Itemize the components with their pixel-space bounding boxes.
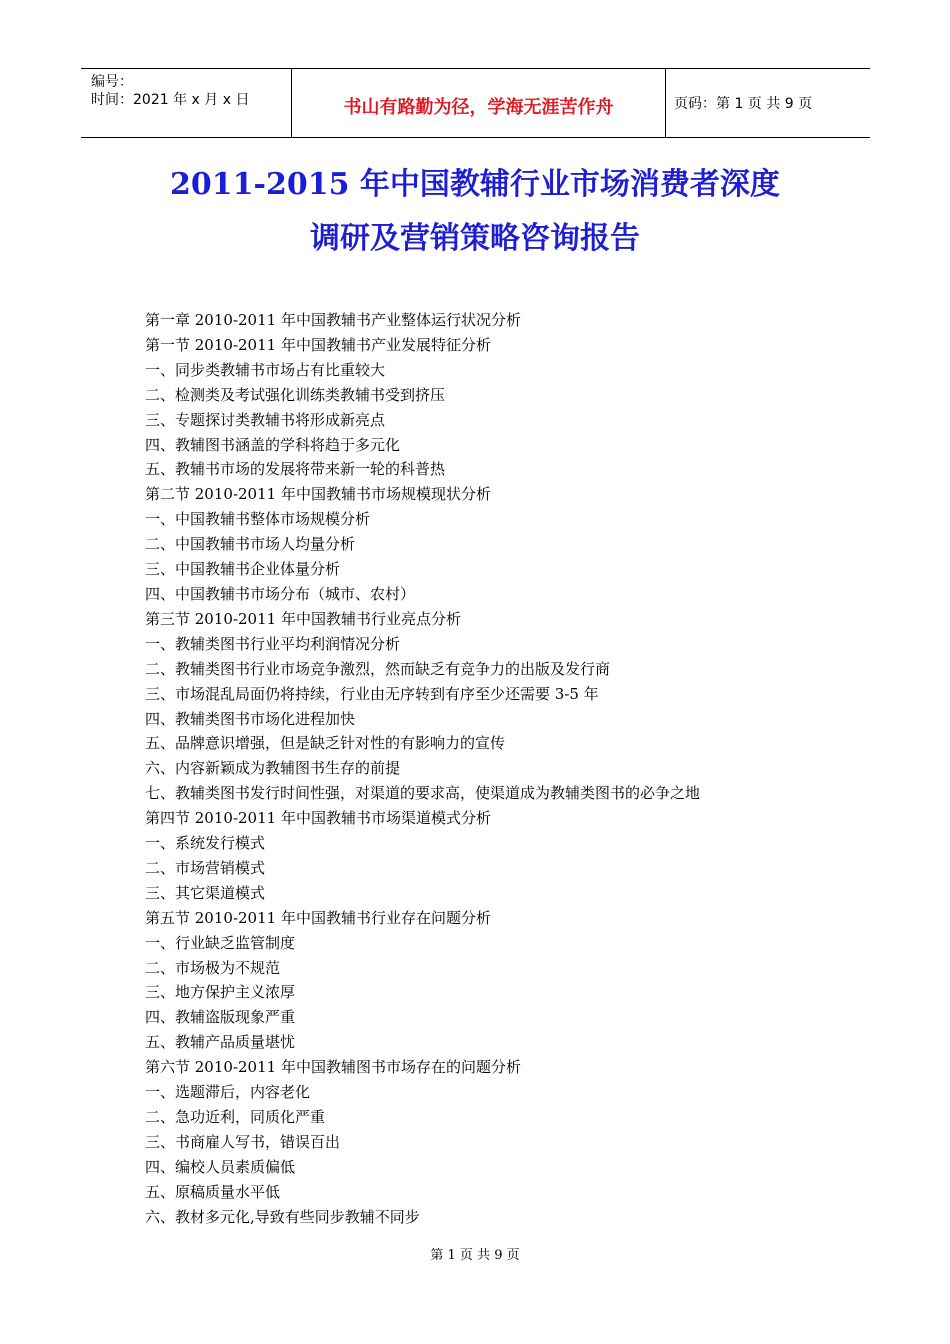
toc-item: 五、原稿质量水平低 <box>145 1182 281 1201</box>
toc-item: 六、教材多元化,导致有些同步教辅不同步 <box>145 1207 420 1226</box>
toc-item: 一、系统发行模式 <box>145 834 266 853</box>
toc-item: 四、教辅类图书市场化进程加快 <box>145 709 356 728</box>
toc-item: 第三节 2010-2011 年中国教辅书行业亮点分析 <box>145 609 461 628</box>
toc-item: 三、地方保护主义浓厚 <box>145 983 296 1002</box>
toc-item: 五、品牌意识增强，但是缺乏针对性的有影响力的宣传 <box>145 734 506 753</box>
toc-item: 一、行业缺乏监管制度 <box>145 933 296 952</box>
toc-item: 第六节 2010-2011 年中国教辅图书市场存在的问题分析 <box>145 1058 521 1077</box>
number-label: 编号： <box>91 74 133 90</box>
toc-item: 三、其它渠道模式 <box>145 883 266 902</box>
document-title-line-2: 调研及营销策略咨询报告 <box>310 221 640 256</box>
toc-item: 第一节 2010-2011 年中国教辅书产业发展特征分析 <box>145 335 491 354</box>
toc-item: 三、专题探讨类教辅书将形成新亮点 <box>145 410 386 429</box>
date-label: 时间：2021 年 x 月 x 日 <box>91 92 250 108</box>
header-page-info: 页码：第 1 页 共 9 页 <box>674 96 813 112</box>
toc-item: 五、教辅书市场的发展将带来新一轮的科普热 <box>145 460 446 479</box>
toc-item: 三、市场混乱局面仍将持续，行业由无序转到有序至少还需要 3-5 年 <box>145 684 599 703</box>
toc-item: 二、急功近利，同质化严重 <box>145 1108 326 1126</box>
header-motto: 书山有路勤为径，学海无涯苦作舟 <box>292 69 666 137</box>
toc-item: 一、选题滞后，内容老化 <box>145 1083 311 1102</box>
document-title-line-1: 2011-2015 年中国教辅行业市场消费者深度 <box>170 167 780 202</box>
toc-item: 二、中国教辅书市场人均量分析 <box>145 535 356 554</box>
toc-item: 四、中国教辅书市场分布（城市、农村） <box>145 584 416 603</box>
toc-item: 三、中国教辅书企业体量分析 <box>145 560 341 579</box>
toc-item: 一、同步类教辅书市场占有比重较大 <box>145 360 386 379</box>
table-of-contents <box>145 308 700 1230</box>
toc-item: 第五节 2010-2011 年中国教辅书行业存在问题分析 <box>145 908 491 927</box>
toc-item: 四、编校人员素质偏低 <box>145 1157 296 1176</box>
toc-item: 第四节 2010-2011 年中国教辅书市场渠道模式分析 <box>145 809 491 828</box>
toc-item: 六、内容新颖成为教辅图书生存的前提 <box>145 759 401 778</box>
page-footer: 第 1 页 共 9 页 <box>430 1248 520 1263</box>
toc-item: 第一章 2010-2011 年中国教辅书产业整体运行状况分析 <box>145 311 521 329</box>
toc-item: 二、教辅类图书行业市场竞争激烈，然而缺乏有竞争力的出版及发行商 <box>145 659 611 678</box>
toc-item: 第二节 2010-2011 年中国教辅书市场规模现状分析 <box>145 485 491 504</box>
toc-item: 五、教辅产品质量堪忧 <box>145 1033 296 1052</box>
toc-item: 四、教辅图书涵盖的学科将趋于多元化 <box>145 435 401 454</box>
header-meta <box>81 69 292 137</box>
toc-item: 二、检测类及考试强化训练类教辅书受到挤压 <box>145 385 446 404</box>
page-header <box>81 68 870 138</box>
toc-item: 七、教辅类图书发行时间性强，对渠道的要求高，使渠道成为教辅类图书的必争之地 <box>145 784 701 803</box>
toc-item: 三、书商雇人写书，错误百出 <box>145 1132 341 1151</box>
toc-item: 一、中国教辅书整体市场规模分析 <box>145 510 371 529</box>
toc-item: 二、市场营销模式 <box>145 858 266 877</box>
toc-item: 四、教辅盗版现象严重 <box>145 1008 296 1027</box>
toc-item: 一、教辅类图书行业平均利润情况分析 <box>145 634 401 653</box>
toc-item: 二、市场极为不规范 <box>145 958 281 977</box>
